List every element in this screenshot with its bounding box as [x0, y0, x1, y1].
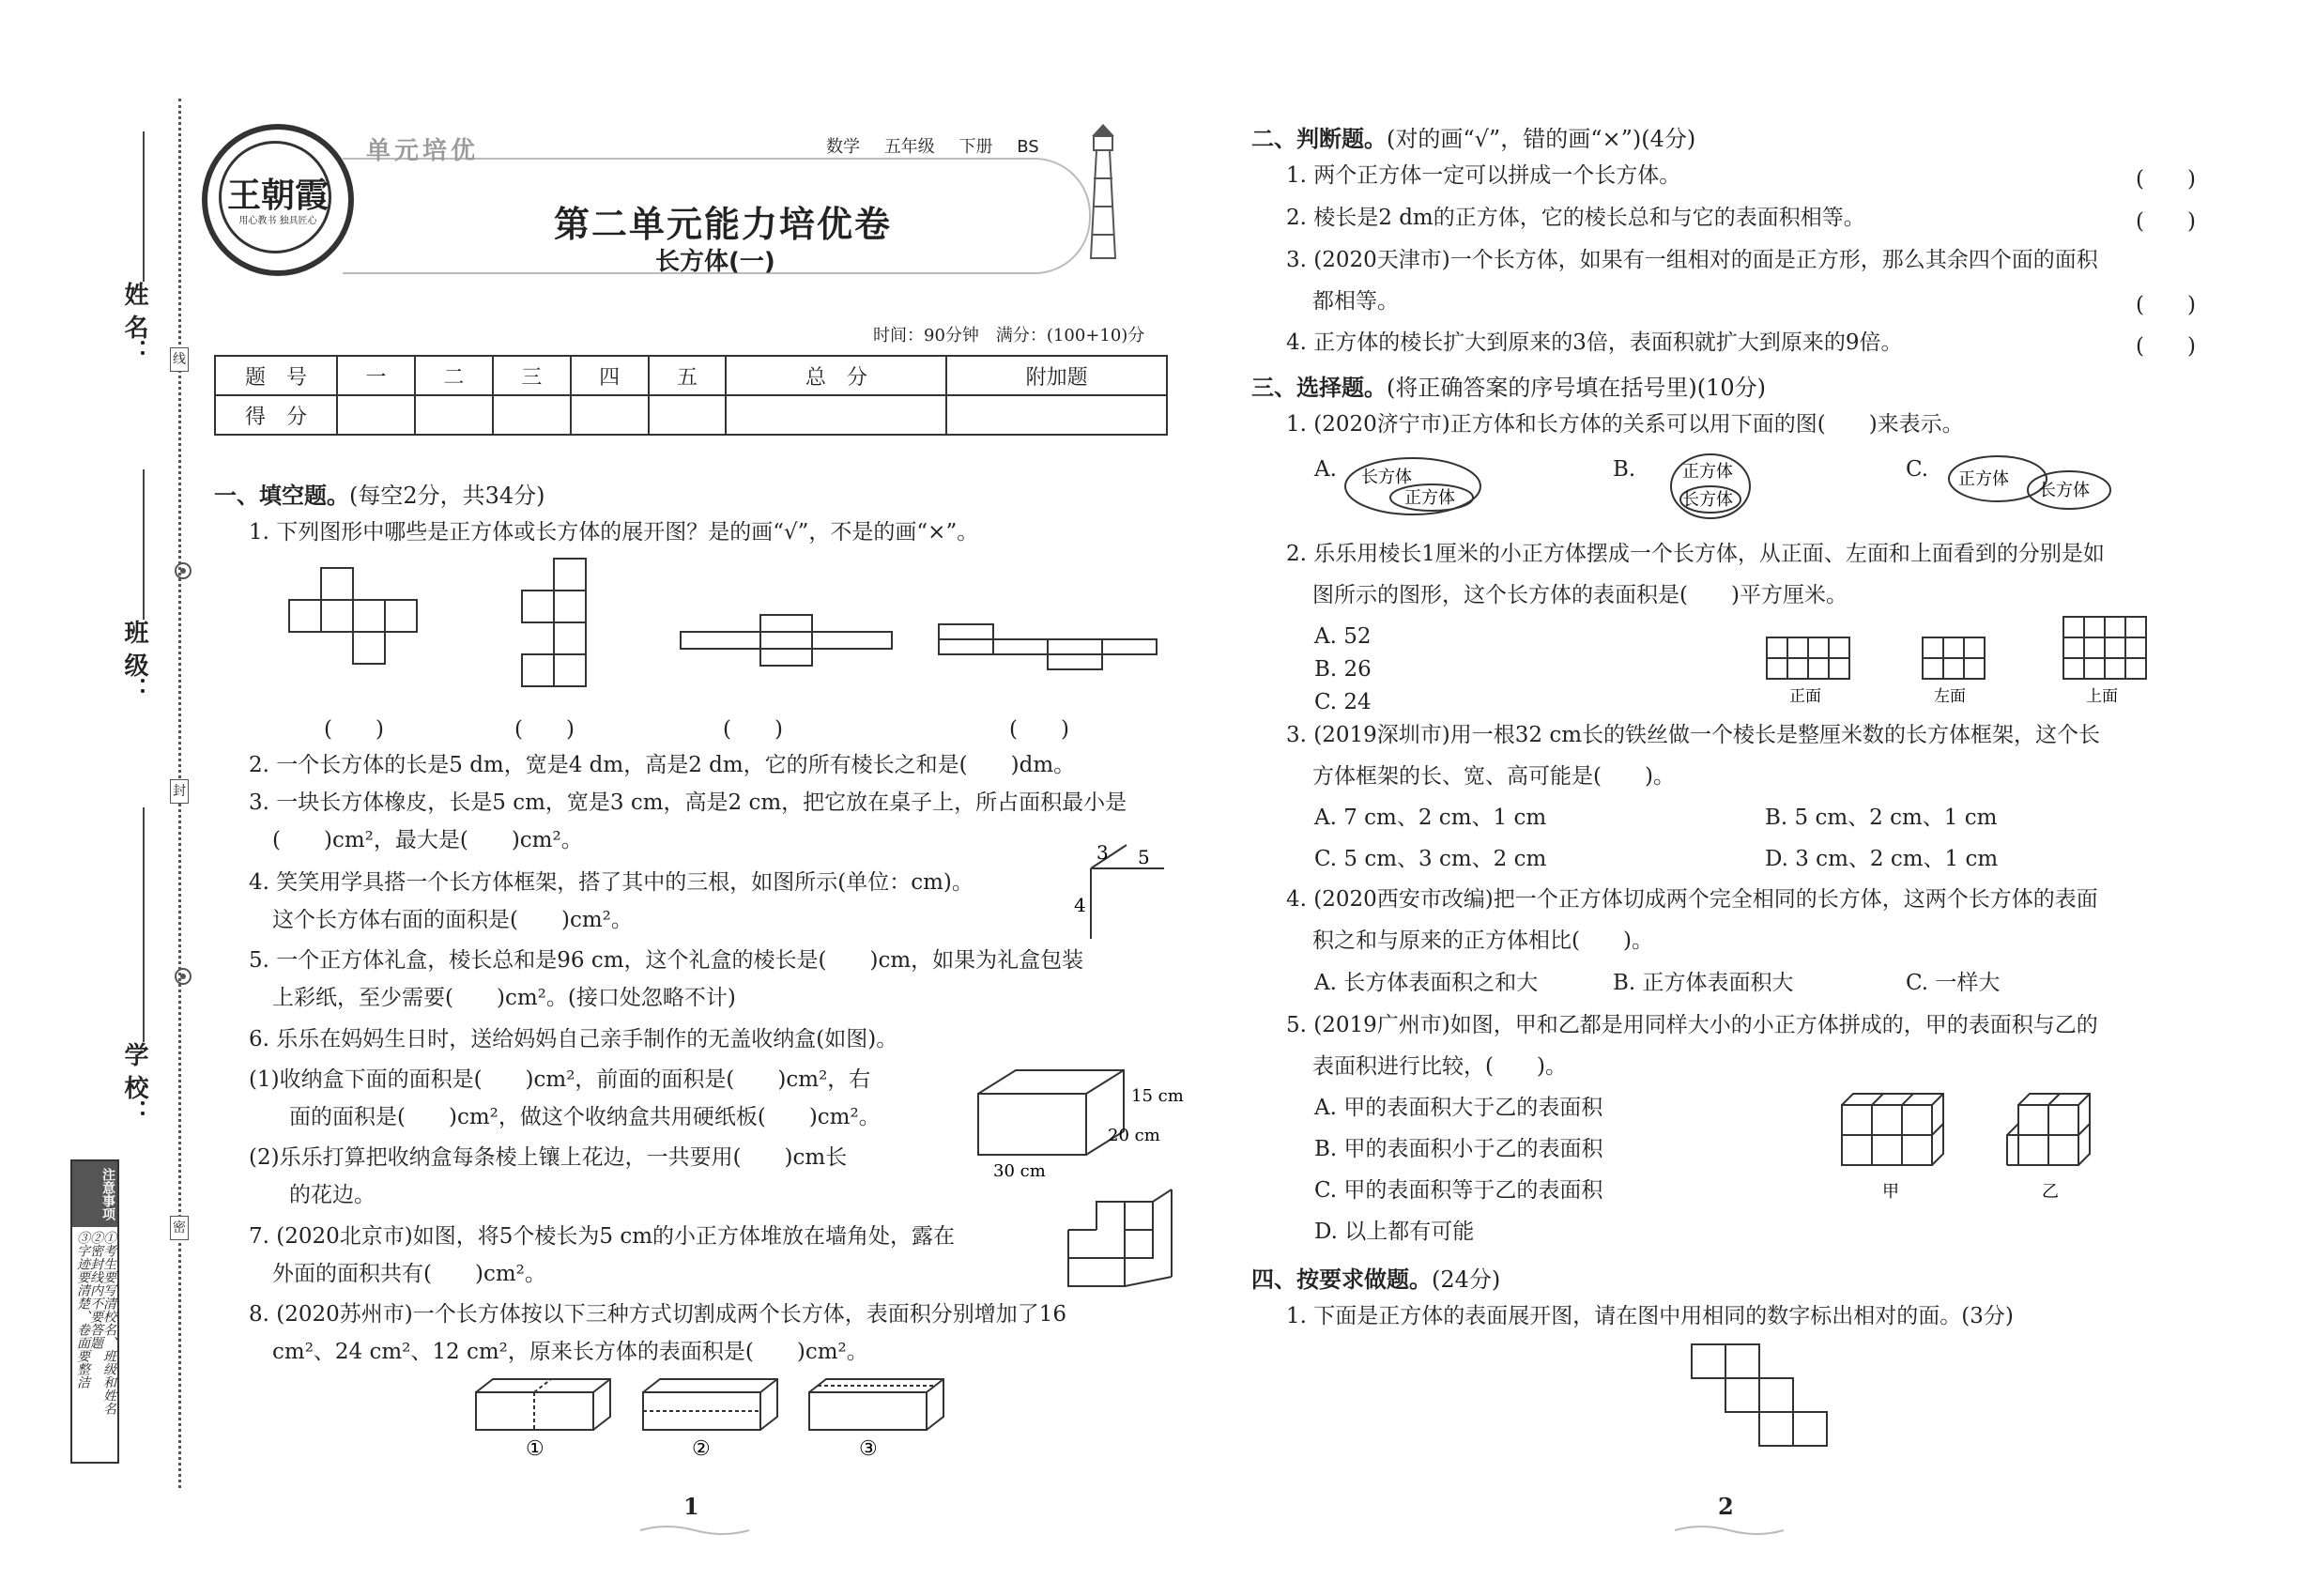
net-face[interactable]: [1725, 1344, 1759, 1378]
section3-heading: 三、选择题。(将正确答案的序号填在括号里)(10分): [1251, 375, 1766, 401]
section4-heading: 四、按要求做题。(24分): [1251, 1266, 1501, 1293]
venn-label: 长方体: [1682, 490, 1733, 510]
s3-q2b: 图所示的图形，这个长方体的表面积是( )平方厘米。: [1312, 583, 1848, 607]
s1-q3b: ( )cm²，最大是( )cm²。: [272, 828, 583, 852]
s2-item-1: 1. 两个正方体一定可以拼成一个长方体。: [1286, 163, 1681, 188]
s3-q2-option-a[interactable]: A. 52: [1314, 624, 1372, 649]
page-ornament-1: [638, 1523, 751, 1538]
s3-q4-option-a[interactable]: A. 长方体表面积之和大: [1314, 971, 1539, 995]
s3-q2a: 2. 乐乐用棱长1厘米的小正方体摆成一个长方体，从正面、左面和上面看到的分别是如: [1286, 542, 2105, 566]
s3-q1-option-c[interactable]: C.: [1906, 457, 1929, 482]
score-cell: 附加题: [946, 356, 1167, 395]
unit-tag: 单元培优: [366, 137, 480, 165]
page-subtitle: 长方体(一): [655, 248, 775, 276]
net-face[interactable]: [1759, 1412, 1793, 1446]
net-face[interactable]: [1759, 1378, 1793, 1412]
view-label: 正面: [1789, 687, 1821, 706]
name-label: 姓 名：: [120, 282, 148, 364]
s3-q1-option-a[interactable]: A.: [1314, 457, 1337, 482]
s2-answer-4[interactable]: ( ): [2136, 334, 2196, 359]
score-cell: 总 分: [726, 356, 946, 395]
s3-q4-option-c[interactable]: C. 一样大: [1906, 971, 2001, 995]
meta-grade: 五年级: [883, 137, 935, 157]
s1-q8a: 8. (2020苏州市)一个长方体按以下三种方式切割成两个长方体，表面积分别增加了16: [249, 1302, 1067, 1327]
s3-q3-option-a[interactable]: A. 7 cm、2 cm、1 cm: [1314, 806, 1547, 830]
binding-hole-1: [174, 561, 192, 580]
s3-q5b: 表面积进行比较，( )。: [1312, 1054, 1567, 1079]
binding-hole-2: [174, 967, 192, 986]
lighthouse-icon: [1080, 122, 1127, 263]
notice-line-3: ③字迹要清楚、卷面要整洁: [75, 1231, 90, 1389]
cut-mark-3: 密: [170, 1216, 189, 1240]
s3-q5-option-a[interactable]: A. 甲的表面积大于乙的表面积: [1314, 1096, 1603, 1120]
s1-q8b: cm²、24 cm²、12 cm²，原来长方体的表面积是( )cm²。: [272, 1340, 868, 1364]
s1-q6-2a: (2)乐乐打算把收纳盒每条棱上镶上花边，一共要用( )cm长: [249, 1145, 848, 1170]
page-title: 第二单元能力培优卷: [554, 204, 893, 245]
s1-q5b: 上彩纸，至少需要( )cm²。(接口处忽略不计): [272, 986, 736, 1010]
q4-cube-net: [1690, 1343, 1840, 1455]
venn-label: 长方体: [1361, 468, 1412, 487]
s3-q3a: 3. (2019深圳市)用一根32 cm长的铁丝做一个棱长是整厘米数的长方体框架，这个长: [1286, 723, 2101, 747]
net-face[interactable]: [1793, 1412, 1827, 1446]
q6-fig-label: 20 cm: [1108, 1126, 1160, 1145]
s2-item-2: 2. 棱长是2 dm的正方体，它的棱长总和与它的表面积相等。: [1286, 206, 1865, 230]
s1-q7b: 外面的面积共有( )cm²。: [272, 1262, 546, 1286]
s3-q3-option-c[interactable]: C. 5 cm、3 cm、2 cm: [1314, 847, 1547, 871]
cut-mark-1: 线: [170, 347, 189, 372]
s4-q1: 1. 下面是正方体的表面展开图，请在图中用相同的数字标出相对的面。(3分): [1286, 1304, 2014, 1328]
s3-q4a: 4. (2020西安市改编)把一个正方体切成两个完全相同的长方体，这两个长方体的表面: [1286, 887, 2098, 912]
s3-q2-option-b[interactable]: B. 26: [1314, 657, 1372, 682]
class-line: [143, 469, 145, 620]
s3-q1-option-b[interactable]: B.: [1613, 457, 1636, 482]
s3-q4-option-b[interactable]: B. 正方体表面积大: [1613, 971, 1794, 995]
q6-fig-label: 15 cm: [1131, 1086, 1184, 1106]
score-cell: 四: [571, 356, 649, 395]
net-figures: [282, 554, 1173, 695]
score-input[interactable]: [337, 395, 415, 435]
s3-q3-option-b[interactable]: B. 5 cm、2 cm、1 cm: [1765, 806, 1998, 830]
q6-box-figure: [976, 1066, 1184, 1181]
q8-label: ③: [859, 1437, 878, 1461]
q2-views-figure: [1765, 615, 2159, 709]
q4-fig-label: 3: [1096, 841, 1109, 864]
score-input[interactable]: [571, 395, 649, 435]
page-number-1: 1: [683, 1493, 699, 1520]
q7-cubes-figure: [1059, 1188, 1181, 1291]
s3-q4b: 积之和与原来的正方体相比( )。: [1312, 928, 1653, 953]
s1-q4b: 这个长方体右面的面积是( )cm²。: [272, 908, 633, 932]
section1-heading: 一、填空题。(每空2分，共34分): [214, 483, 545, 509]
brand-logo: [202, 124, 354, 276]
score-cell: 二: [415, 356, 493, 395]
page-ornament-2: [1673, 1523, 1786, 1538]
s2-item-3b: 都相等。: [1312, 289, 1399, 314]
score-input[interactable]: [946, 395, 1167, 435]
s2-item-4: 4. 正方体的棱长扩大到原来的3倍，表面积就扩大到原来的9倍。: [1286, 330, 1903, 355]
s3-q3-option-d[interactable]: D. 3 cm、2 cm、1 cm: [1765, 847, 1999, 871]
score-value-row: [215, 395, 1167, 435]
q5-label: 乙: [2042, 1182, 2059, 1202]
s1-q1: 1. 下列图形中哪些是正方体或长方体的展开图？是的画“√”，不是的画“×”。: [249, 520, 979, 545]
name-line: [143, 131, 145, 282]
s2-item-3: 3. (2020天津市)一个长方体，如果有一组相对的面是正方形，那么其余四个面的面积: [1286, 248, 2098, 272]
venn-label: 正方体: [1958, 469, 2009, 489]
s1-q7a: 7. (2020北京市)如图，将5个棱长为5 cm的小正方体堆放在墙角处，露在: [249, 1224, 956, 1249]
s3-q5-option-d[interactable]: D. 以上都有可能: [1314, 1220, 1475, 1244]
q5-label: 甲: [1882, 1182, 1899, 1202]
q8-label: ①: [526, 1437, 544, 1461]
s1-q6-2b: 的花边。: [289, 1183, 376, 1207]
brand-slogan: 用心教书 独具匠心: [238, 216, 317, 226]
s3-q5-option-c[interactable]: C. 甲的表面积等于乙的表面积: [1314, 1178, 1603, 1203]
s1-q6: 6. 乐乐在妈妈生日时，送给妈妈自己亲手制作的无盖收纳盒(如图)。: [249, 1027, 898, 1051]
score-cell: 五: [649, 356, 727, 395]
s1-q1-answer-1[interactable]: ( ): [324, 717, 384, 742]
score-cell: 得 分: [215, 395, 337, 435]
venn-label: 正方体: [1404, 488, 1455, 508]
q4-fig-label: 4: [1074, 894, 1086, 916]
s1-q1-answer-3[interactable]: ( ): [723, 717, 783, 742]
q5-cubes-figure: [1840, 1084, 2084, 1206]
score-table: [214, 355, 1168, 436]
q8-cut-figures: [474, 1375, 962, 1460]
section2-heading: 二、判断题。(对的画“√”，错的画“×”)(4分): [1251, 126, 1696, 152]
meta-subject: 数学: [826, 137, 860, 157]
score-input[interactable]: [415, 395, 493, 435]
s1-q6-1a: (1)收纳盒下面的面积是( )cm²，前面的面积是( )cm²，右: [249, 1067, 871, 1092]
q4-frame-figure: [1070, 840, 1173, 944]
notice-title: 注意事项: [72, 1161, 117, 1227]
score-cell: 三: [493, 356, 571, 395]
cut-mark-2: 封: [170, 779, 189, 804]
s1-q2: 2. 一个长方体的长是5 dm，宽是4 dm，高是2 dm，它的所有棱长之和是( )dm。: [249, 753, 1076, 777]
s3-q2-option-c[interactable]: C. 24: [1314, 690, 1372, 714]
score-input[interactable]: [649, 395, 727, 435]
meta-volume: 下册: [958, 137, 993, 157]
score-cell: 题 号: [215, 356, 337, 395]
venn-label: 长方体: [2039, 481, 2090, 500]
s3-q1: 1. (2020济宁市)正方体和长方体的关系可以用下面的图( )来表示。: [1286, 412, 1964, 437]
view-label: 上面: [2086, 687, 2118, 706]
s1-q3a: 3. 一块长方体橡皮，长是5 cm，宽是3 cm，高是2 cm，把它放在桌子上，所占面积最小是: [249, 790, 1127, 815]
s1-q5a: 5. 一个正方体礼盒，棱长总和是96 cm，这个礼盒的棱长是( )cm，如果为礼盒包装: [249, 948, 1084, 973]
score-cell: 一: [337, 356, 415, 395]
score-input[interactable]: [493, 395, 571, 435]
q6-fig-label: 30 cm: [993, 1161, 1046, 1181]
notice-box: [70, 1159, 119, 1464]
page-number-2: 2: [1718, 1493, 1734, 1520]
s2-answer-1[interactable]: ( ): [2136, 167, 2196, 192]
net-face[interactable]: [1725, 1378, 1759, 1412]
notice-line-2: ②密封线内不要答题: [88, 1231, 103, 1349]
book-meta: [826, 133, 1058, 158]
q8-label: ②: [692, 1437, 711, 1461]
score-input[interactable]: [726, 395, 946, 435]
venn-label: 正方体: [1682, 462, 1733, 482]
s1-q1-answer-2[interactable]: ( ): [514, 717, 575, 742]
s3-q5a: 5. (2019广州市)如图，甲和乙都是用同样大小的小正方体拼成的，甲的表面积与乙的: [1286, 1013, 2098, 1037]
q1-venn-figures: [1342, 449, 2169, 524]
s2-answer-2[interactable]: ( ): [2136, 209, 2196, 234]
s2-answer-3[interactable]: ( ): [2136, 293, 2196, 317]
s3-q3b: 方体框架的长、宽、高可能是( )。: [1312, 764, 1675, 789]
school-line: [143, 807, 145, 1042]
net-face[interactable]: [1692, 1344, 1725, 1378]
s1-q6-1b: 面的面积是( )cm²，做这个收纳盒共用硬纸板( )cm²。: [289, 1105, 881, 1129]
score-header-row: [215, 356, 1167, 395]
notice-line-1: ①考生要写清校名、班级和姓名: [101, 1231, 116, 1415]
school-label: 学 校：: [120, 1042, 148, 1125]
s1-q1-answer-4[interactable]: ( ): [1009, 717, 1069, 742]
brand-name: 王朝霞: [226, 176, 329, 215]
view-label: 左面: [1934, 687, 1966, 706]
notice-body: [76, 1231, 115, 1456]
meta-edition: BS: [1017, 137, 1039, 157]
time-and-score: 时间：90分钟 满分：(100+10)分: [873, 326, 1145, 345]
s1-q4a: 4. 笑笑用学具搭一个长方体框架，搭了其中的三根，如图所示(单位：cm)。: [249, 870, 974, 895]
s3-q5-option-b[interactable]: B. 甲的表面积小于乙的表面积: [1314, 1137, 1603, 1161]
q4-fig-label: 5: [1138, 846, 1150, 868]
class-label: 班 级：: [120, 620, 148, 702]
